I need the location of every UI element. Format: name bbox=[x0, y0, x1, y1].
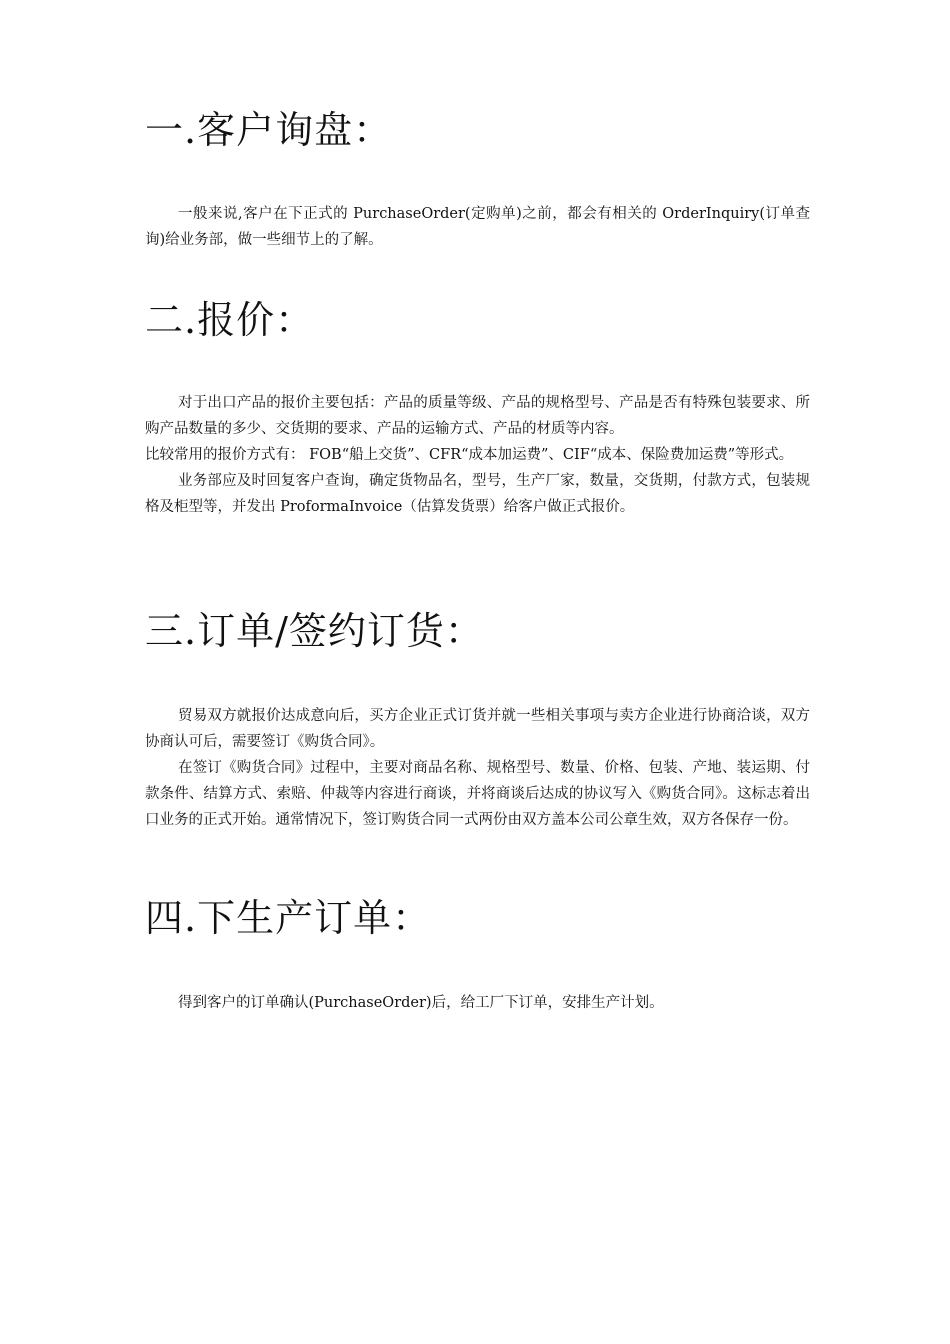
paragraph: 业务部应及时回复客户查询，确定货物品名，型号，生产厂家，数量，交货期，付款方式，包装规格及柜型等，并发出 ProformaInvoice（估算发货票）给客户做正式报价。 bbox=[145, 473, 810, 515]
paragraph: 贸易双方就报价达成意向后，买方企业正式订货并就一些相关事项与卖方企业进行协商洽谈，双方协商认可后，需要签订《购货合同》。 bbox=[145, 708, 810, 750]
section-heading-production-order: 四.下生产订单： bbox=[145, 896, 432, 940]
paragraph: 得到客户的订单确认(PurchaseOrder)后，给工厂下订单，安排生产计划。 bbox=[178, 995, 664, 1011]
paragraph: 一般来说,客户在下正式的 PurchaseOrder(定购单)之前，都会有相关的 OrderInquiry(订单查询)给业务部，做一些细节上的了解。 bbox=[145, 206, 810, 248]
section-heading-inquiry: 一.客户询盘： bbox=[145, 108, 393, 152]
paragraph: 比较常用的报价方式有： FOB“船上交货”、CFR“成本加运费”、CIF“成本、保险费加运费”等形式。 bbox=[145, 447, 794, 463]
section-body-order-signing bbox=[145, 703, 810, 833]
paragraph: 在签订《购货合同》过程中，主要对商品名称、规格型号、数量、价格、包装、产地、装运期、付款条件、结算方式、索赔、仲裁等内容进行商谈，并将商谈后达成的协议写入《购货合同》。这标志着出口业务的正式开始。通常情况下，签订购货合同一式两份由双方盖本公司公章生效，双方各保存一份。 bbox=[145, 760, 810, 828]
section-body-production-order bbox=[145, 990, 810, 1016]
section-body-inquiry bbox=[145, 201, 810, 253]
section-body-quotation bbox=[145, 390, 810, 520]
paragraph: 对于出口产品的报价主要包括：产品的质量等级、产品的规格型号、产品是否有特殊包装要求、所购产品数量的多少、交货期的要求、产品的运输方式、产品的材质等内容。 bbox=[145, 395, 810, 437]
section-heading-order-signing: 三.订单/签约订货： bbox=[145, 609, 484, 653]
section-heading-quotation: 二.报价： bbox=[145, 298, 315, 342]
